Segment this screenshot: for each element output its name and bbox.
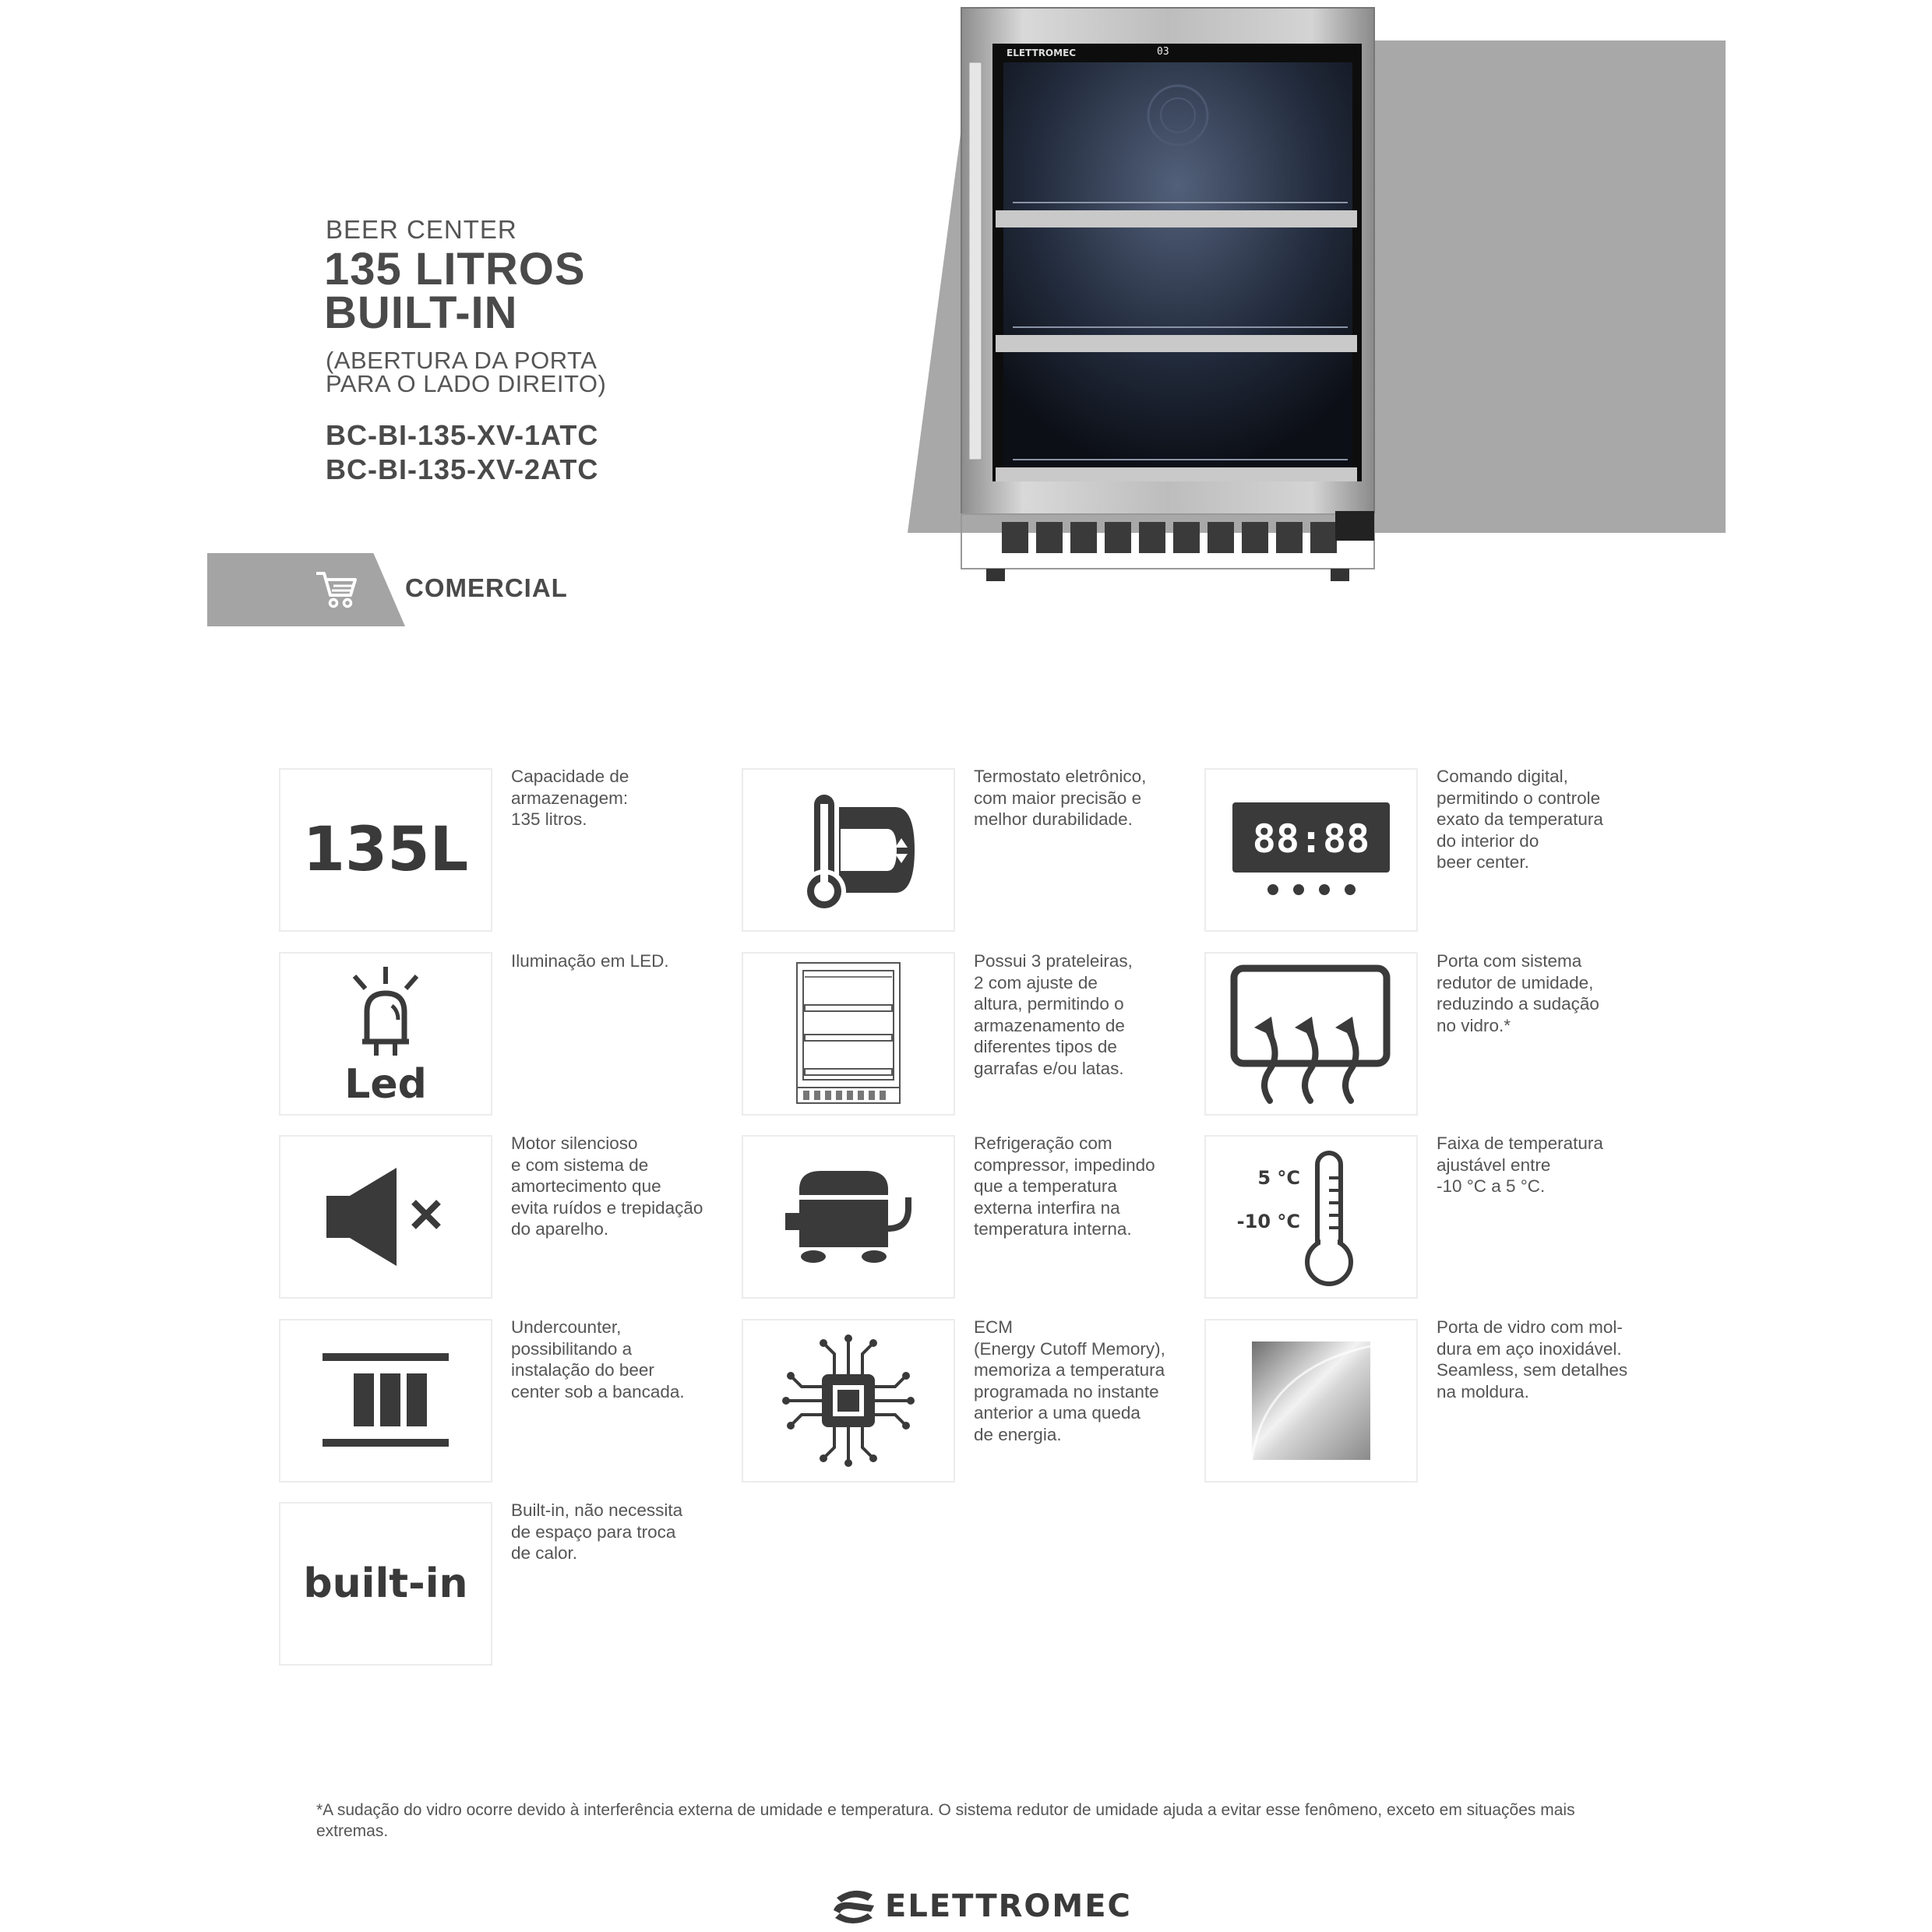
steel-frame-icon [1249,1338,1373,1463]
silent-motor-description: Motor silencioso e com sistema de amortecimento que evita ruídos e trepidação do aparelho. [511,1133,703,1239]
compressor-icon-box [742,1135,955,1299]
product-subtitle [326,349,606,396]
digital-display-icon [1229,799,1393,901]
capacity-icon-box [279,768,492,932]
humidity-icon [1229,964,1393,1104]
footer-logo [830,1885,1132,1927]
led-icon [331,964,440,1108]
elettromec-logo-icon [830,1887,877,1926]
thermostat-icon [778,784,918,916]
thermostat-icon-box [742,768,955,932]
humidity-description: Porta com sistema redutor de umidade, reduzindo a sudação no vidro.* [1437,951,1599,1035]
footnote: *A sudação do vidro ocorre devido à interferência externa de umidade e temperatura. O sistema redutor de umidade ajuda a evitar esse fenômeno, exceto em situações mais extremas. [316,1801,1575,1840]
temperature-range-icon [1236,1147,1373,1287]
model-code-1: BC-BI-135-XV-1ATC [326,419,599,451]
digital-control-description: Comando digital, permitindo o controle exato da temperatura do interior do beer center. [1437,767,1603,872]
builtin-description: Built-in, não necessita de espaço para troca de calor. [511,1500,683,1563]
led-icon-text: Led [344,1061,427,1108]
compressor-icon [782,1166,915,1267]
commercial-badge [207,553,405,626]
ecm-icon-box [742,1319,955,1482]
digital-display-text: 88:88 [1252,816,1370,862]
mute-speaker-icon [323,1166,448,1267]
fridge-brand: ELETTROMEC [1007,48,1077,58]
digital-control-icon-box [1204,768,1418,932]
fridge-display: 03 [1157,46,1169,58]
temperature-range-description: Faixa de temperatura ajustável entre -10 °C a 5 °C. [1437,1133,1603,1196]
glass-door-description: Porta de vidro com mol- dura em aço inoxidável. Seamless, sem detalhes na moldura. [1437,1317,1628,1401]
fridge-shelves-icon [794,960,903,1108]
product-category: BEER CENTER [326,215,517,244]
silent-motor-icon-box [279,1135,492,1299]
undercounter-icon [319,1350,452,1451]
capacity-description: Capacidade de armazenagem: 135 litros. [511,767,629,829]
builtin-icon-text: built-in [303,1560,468,1607]
subtitle-line-1: (ABERTURA DA PORTA [326,347,598,374]
undercounter-description: Undercounter, possibilitando a instalação do beer center sob a bancada. [511,1317,685,1401]
temp-min-label: -10 °C [1236,1211,1300,1232]
thermostat-description: Termostato eletrônico, com maior precisão e melhor durabilidade. [974,767,1147,829]
subtitle-line-2: PARA O LADO DIREITO) [326,370,607,397]
model-code-2: BC-BI-135-XV-2ATC [326,453,599,485]
badge-label: COMERCIAL [405,573,568,602]
title-line-1: 135 LITROS [324,244,586,294]
title-line-2: BUILT-IN [324,287,518,338]
footer-logo-text: ELETTROMEC [885,1888,1132,1924]
undercounter-icon-box [279,1319,492,1482]
humidity-icon-box [1204,952,1418,1116]
builtin-icon-box [279,1502,492,1666]
temperature-range-icon-box [1204,1135,1418,1299]
capacity-icon-text: 135L [302,815,469,885]
led-icon-box [279,952,492,1116]
shelves-description: Possui 3 prateleiras, 2 com ajuste de altura, permitindo o armazenamento de diferentes tipos de garrafas e/ou latas. [974,951,1133,1078]
cart-icon [315,569,358,609]
beer-center-fridge-image [958,8,1377,584]
ecm-description: ECM (Energy Cutoff Memory), memoriza a temperatura programada no instante anterior a uma queda de energia. [974,1317,1165,1444]
product-title [324,244,586,338]
temp-max-label: 5 °C [1257,1167,1300,1189]
led-description: Iluminação em LED. [511,951,669,971]
chip-icon [778,1331,918,1471]
compressor-description: Refrigeração com compressor, impedindo que a temperatura externa interfira na temperatura interna. [974,1133,1155,1239]
glass-door-icon-box [1204,1319,1418,1482]
shelves-icon-box [742,952,955,1116]
